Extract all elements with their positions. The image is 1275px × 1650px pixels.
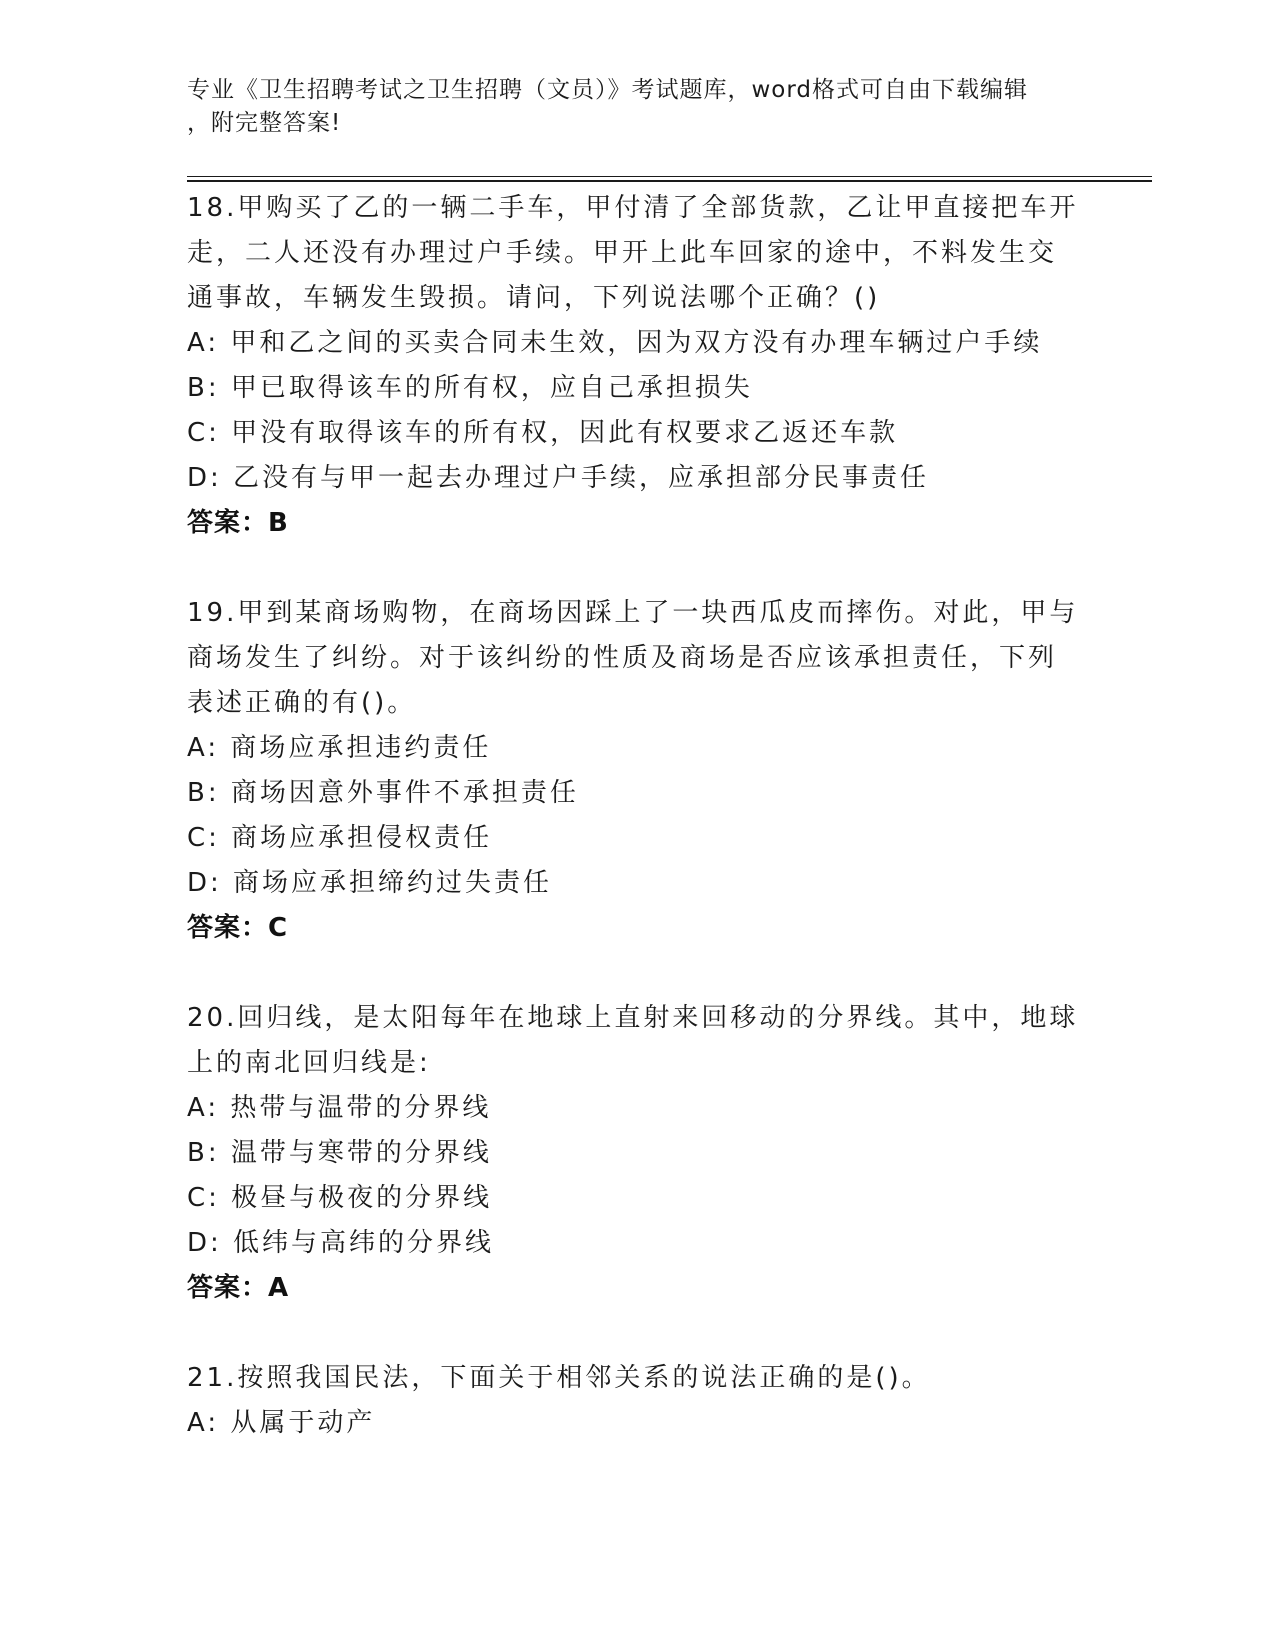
question-text-line: 通事故，车辆发生毁损。请问，下列说法哪个正确？() xyxy=(187,283,881,313)
question-spacer xyxy=(187,951,1087,996)
option-a: A: 从属于动产 xyxy=(187,1408,376,1438)
option-a: A: 甲和乙之间的买卖合同未生效，因为双方没有办理车辆过户手续 xyxy=(187,328,1043,358)
question-spacer xyxy=(187,546,1087,591)
question-18 xyxy=(187,186,1087,546)
document-header xyxy=(187,74,1067,140)
answer-label: 答案：B xyxy=(187,508,289,538)
question-text-line: 商场发生了纠纷。对于该纠纷的性质及商场是否应该承担责任，下列 xyxy=(187,643,1058,673)
question-text-line: 上的南北回归线是: xyxy=(187,1048,431,1078)
question-spacer xyxy=(187,1311,1087,1356)
answer-label: 答案：C xyxy=(187,913,289,943)
header-divider-thin xyxy=(187,176,1152,177)
question-list xyxy=(187,186,1087,1446)
option-d: D: 商场应承担缔约过失责任 xyxy=(187,868,553,898)
option-b: B: 商场因意外事件不承担责任 xyxy=(187,778,579,808)
question-text-line: 表述正确的有()。 xyxy=(187,688,417,718)
question-text-line: 18.甲购买了乙的一辆二手车，甲付清了全部货款，乙让甲直接把车开 xyxy=(187,193,1079,223)
question-text-line: 19.甲到某商场购物，在商场因踩上了一块西瓜皮而摔伤。对此，甲与 xyxy=(187,598,1079,628)
question-21 xyxy=(187,1356,1087,1446)
option-d: D: 乙没有与甲一起去办理过户手续，应承担部分民事责任 xyxy=(187,463,930,493)
header-line-1: 专业《卫生招聘考试之卫生招聘（文员）》考试题库，word格式可自由下载编辑 xyxy=(187,77,1029,103)
answer-label: 答案：A xyxy=(187,1273,290,1303)
option-b: B: 甲已取得该车的所有权，应自己承担损失 xyxy=(187,373,753,403)
header-line-2: ，附完整答案! xyxy=(187,110,342,136)
option-c: C: 商场应承担侵权责任 xyxy=(187,823,493,853)
option-c: C: 甲没有取得该车的所有权，因此有权要求乙返还车款 xyxy=(187,418,899,448)
question-20 xyxy=(187,996,1087,1311)
question-text-line: 21.按照我国民法，下面关于相邻关系的说法正确的是()。 xyxy=(187,1363,931,1393)
option-b: B: 温带与寒带的分界线 xyxy=(187,1138,492,1168)
option-a: A: 商场应承担违约责任 xyxy=(187,733,492,763)
question-text-line: 走，二人还没有办理过户手续。甲开上此车回家的途中，不料发生交 xyxy=(187,238,1058,268)
header-divider-thick xyxy=(187,180,1152,182)
option-c: C: 极昼与极夜的分界线 xyxy=(187,1183,493,1213)
question-text-line: 20.回归线，是太阳每年在地球上直射来回移动的分界线。其中，地球 xyxy=(187,1003,1079,1033)
question-19 xyxy=(187,591,1087,951)
option-a: A: 热带与温带的分界线 xyxy=(187,1093,492,1123)
option-d: D: 低纬与高纬的分界线 xyxy=(187,1228,495,1258)
